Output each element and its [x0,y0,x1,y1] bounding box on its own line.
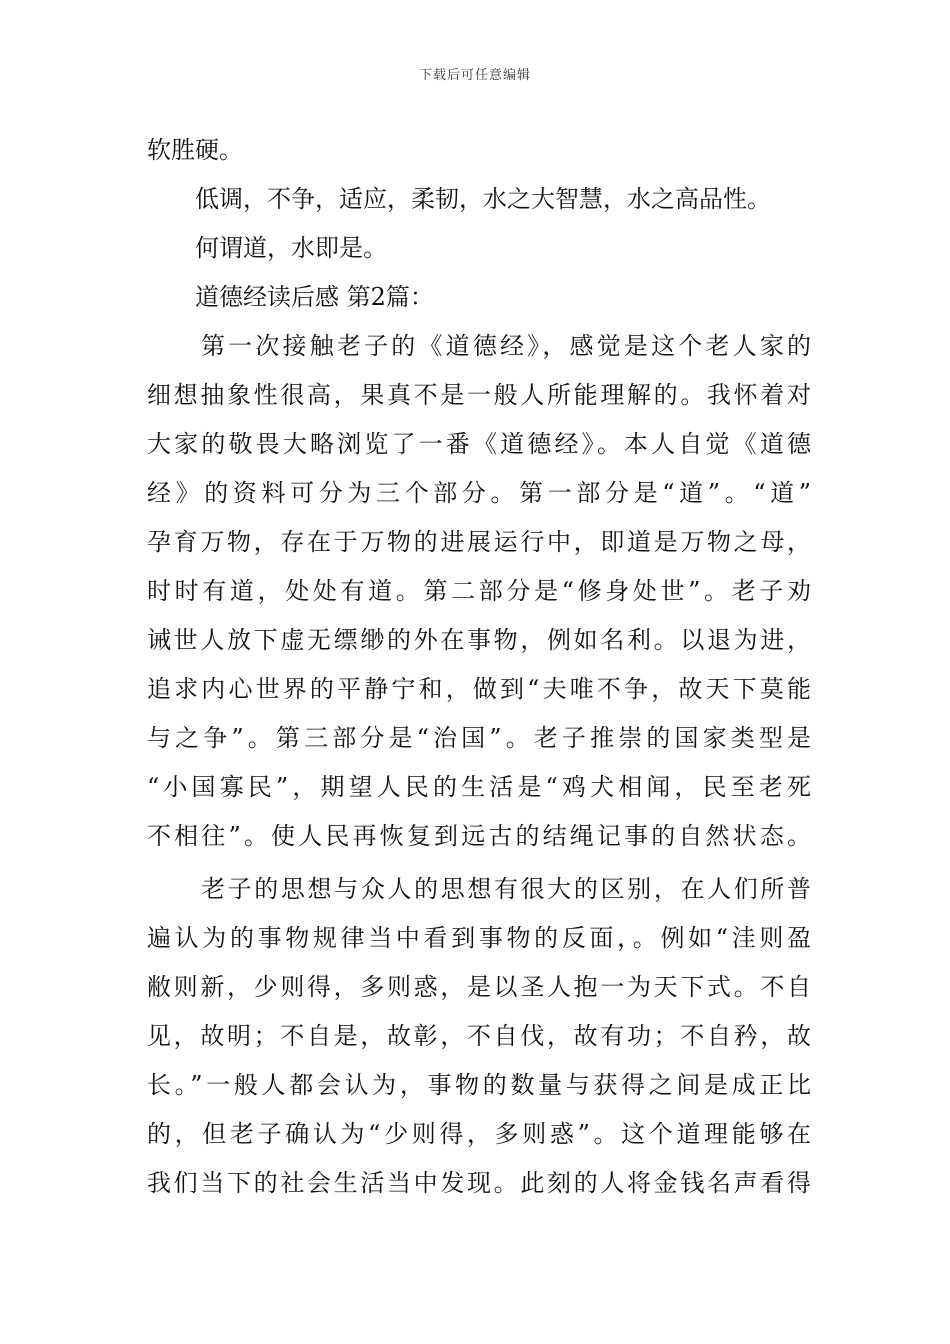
text-line: 大家的敬畏大略浏览了一番《道德经》。本人自觉《道德 [147,430,811,458]
document-body [147,126,811,1208]
text-line: 见，故明；不自是，故彰，不自伐，故有功；不自矜，故 [147,1022,811,1050]
text-line: “小国寡民”，期望人民的生活是“鸡犬相闻，民至老死 [147,773,811,801]
text-line: 追求内心世界的平静宁和，做到“夫唯不争，故天下莫能 [147,675,811,703]
text-line: 老子的思想与众人的思想有很大的区别，在人们所普 [201,875,811,903]
text-line: 诫世人放下虚无缥缈的外在事物，例如名利。以退为进， [147,626,811,654]
text-line: 遍认为的事物规律当中看到事物的反面，。例如“洼则盈 [147,924,811,952]
text-line: 时时有道，处处有道。第二部分是“修身处世”。老子劝 [147,577,811,605]
text-line: 经》的资料可分为三个部分。第一部分是“道”。“道” [147,479,811,507]
text-line: 敝则新，少则得，多则惑，是以圣人抱一为天下式。不自 [147,973,811,1001]
text-line: 低调，不争，适应，柔韧，水之大智慧，水之高品性。 [195,185,771,213]
text-line: 的，但老子确认为“少则得，多则惑”。这个道理能够在 [147,1120,811,1148]
text-line: 与之争”。第三部分是“治国”。老子推崇的国家类型是 [147,724,811,752]
text-line: 何谓道，水即是。 [195,234,387,262]
text-line: 孕育万物，存在于万物的进展运行中，即道是万物之母， [147,528,811,556]
page-header: 下载后可任意编辑 [418,68,531,83]
section-heading: 道德经读后感 第2篇： [195,283,434,311]
text-line: 不相往”。使人民再恢复到远古的结绳记事的自然状态。 [147,822,811,850]
text-line: 细想抽象性很高，果真不是一般人所能理解的。我怀着对 [147,381,811,409]
text-line: 第一次接触老子的《道德经》，感觉是这个老人家的 [201,332,811,360]
text-line: 软胜硬。 [147,136,243,164]
text-line: 长。”一般人都会认为，事物的数量与获得之间是成正比 [147,1071,811,1099]
text-line: 我们当下的社会生活当中发现。此刻的人将金钱名声看得 [147,1169,811,1197]
